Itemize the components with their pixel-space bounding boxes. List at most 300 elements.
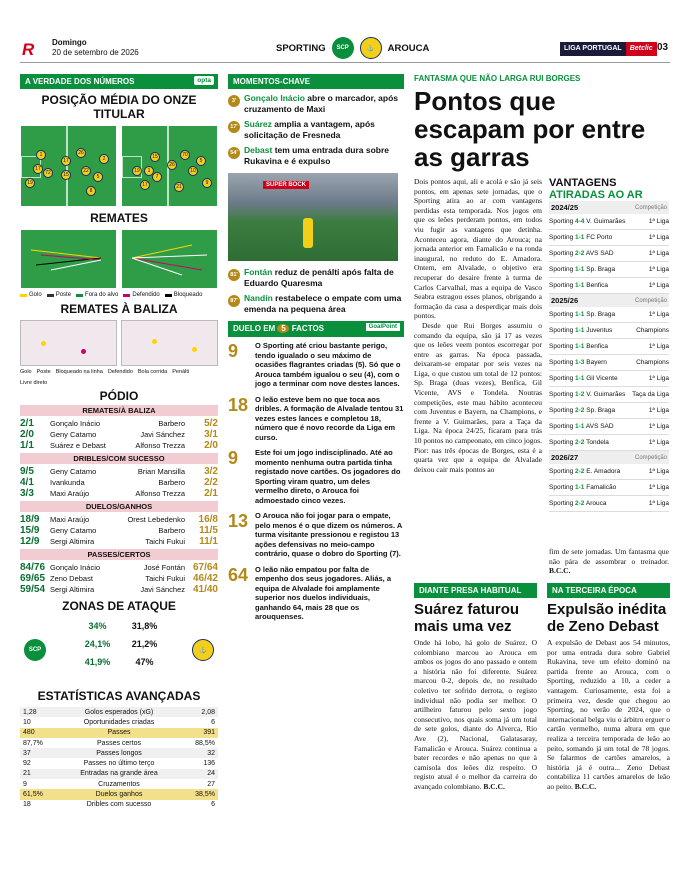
stat-value: 2,08 bbox=[201, 708, 215, 716]
signature: B.C.C. bbox=[574, 781, 597, 791]
player-dot: 70 bbox=[180, 150, 190, 160]
podium-player-away: Javi Sánchez bbox=[140, 430, 185, 439]
duel-band bbox=[228, 321, 404, 337]
stat-value: 10 bbox=[23, 718, 31, 726]
vantagem-match bbox=[549, 423, 649, 430]
shots-pitches bbox=[20, 229, 218, 289]
legend-label: Livre direto bbox=[20, 380, 48, 386]
podium-player-home: Sergi Altimira bbox=[50, 537, 95, 546]
stat-value: 61,5% bbox=[23, 791, 43, 799]
legend-swatch bbox=[123, 294, 130, 297]
vantagem-row bbox=[549, 355, 669, 371]
podium-player-home: Ivankunda bbox=[50, 478, 85, 487]
moment-description: tem uma entrada dura sobre Rukavina e é expulso bbox=[244, 145, 390, 166]
score: 1-1 bbox=[575, 266, 585, 273]
moment-minute: 17' bbox=[228, 121, 240, 133]
away-team: FC Porto bbox=[586, 234, 613, 241]
podium-row bbox=[20, 584, 218, 595]
podium-player-home: Gonçalo Inácio bbox=[50, 563, 101, 572]
home-team: Sporting bbox=[549, 234, 574, 241]
score: 1-1 bbox=[575, 423, 585, 430]
fact-text: O leão esteve bem no que toca aos dribles. A formação de Alvalade tentou 31 vezes estes lances e completou 18, número que é novo recorde da Liga em curso. bbox=[255, 394, 404, 442]
shot-line bbox=[132, 258, 182, 275]
stats-column bbox=[20, 74, 218, 849]
podium-row bbox=[20, 525, 218, 536]
season-header bbox=[549, 451, 669, 464]
competition: 1ª Liga bbox=[648, 423, 669, 430]
shot-line bbox=[41, 255, 101, 260]
attack-zones bbox=[20, 617, 218, 685]
away-team: AVS SAD bbox=[585, 423, 614, 430]
home-team: Sporting bbox=[549, 282, 574, 289]
main-article bbox=[414, 177, 670, 577]
stat-value: 87,7% bbox=[23, 739, 43, 747]
legend-swatch bbox=[47, 294, 54, 297]
vantagem-match bbox=[549, 282, 649, 289]
podium-value-home: 18/9 bbox=[20, 514, 40, 525]
player-dot: 7 bbox=[152, 172, 162, 182]
legend-swatch bbox=[20, 294, 27, 297]
stats-row bbox=[20, 769, 218, 779]
moment-player: Nandín bbox=[244, 293, 273, 303]
podium-value-away: 2/0 bbox=[204, 440, 218, 451]
score: 2-2 bbox=[575, 468, 585, 475]
podium-value-home: 12/9 bbox=[20, 536, 40, 547]
body-tail-text: fim de sete jornadas. Um fantasma que não pára de assombrar o treinador. bbox=[549, 547, 669, 566]
vantagem-match bbox=[549, 359, 636, 366]
podium-row bbox=[20, 488, 218, 499]
stat-label: Golos esperados (xG) bbox=[84, 708, 154, 716]
stat-value: 37 bbox=[23, 749, 31, 757]
moment-text bbox=[244, 93, 404, 115]
podium-value-away: 67/64 bbox=[192, 562, 218, 573]
podium-player-home: Zeno Debast bbox=[50, 574, 93, 583]
home-team: Sporting bbox=[549, 218, 574, 225]
moment-description: reduz de penálti após falta de Eduardo Quaresma bbox=[244, 267, 394, 288]
competition: 1ª Liga bbox=[648, 343, 669, 350]
key-moment bbox=[228, 119, 404, 141]
competition: 1ª Liga bbox=[648, 439, 669, 446]
stat-value: 1,28 bbox=[23, 708, 37, 716]
stat-value: 391 bbox=[203, 729, 215, 737]
legend-label: Golo bbox=[20, 369, 32, 375]
player-dot: 15 bbox=[150, 152, 160, 162]
legend-label: Bola corrida bbox=[137, 369, 168, 375]
stat-value: 32 bbox=[207, 749, 215, 757]
away-team: AROUCA bbox=[387, 42, 430, 54]
stat-value: 18 bbox=[23, 801, 31, 809]
moment-minute: 81' bbox=[228, 269, 240, 281]
stat-value: 92 bbox=[23, 760, 31, 768]
legend-label: Bloqueado bbox=[173, 292, 203, 298]
podium-group-title: DRIBLES/COM SUCESSO bbox=[20, 453, 218, 464]
side-articles bbox=[414, 583, 670, 792]
podium-title: PÓDIO bbox=[99, 389, 139, 403]
fact-number: 64 bbox=[228, 564, 249, 585]
fact-item bbox=[228, 448, 404, 505]
podium-player-home: Geny Catamo bbox=[50, 467, 97, 476]
shot-marker bbox=[41, 341, 46, 346]
suarez-kicker: DIANTE PRESA HABITUAL bbox=[414, 583, 537, 598]
legend-label: Fora do alvo bbox=[85, 292, 119, 298]
stat-value: 6 bbox=[211, 718, 215, 726]
stat-value: 480 bbox=[23, 729, 35, 737]
player-dot: 5 bbox=[196, 156, 206, 166]
shot-line bbox=[132, 258, 202, 270]
stats-row bbox=[20, 728, 218, 738]
competition-label: Competição bbox=[634, 204, 667, 211]
legend-item bbox=[165, 292, 203, 298]
moments-band: MOMENTOS-CHAVE bbox=[228, 74, 404, 89]
moments-column bbox=[228, 74, 404, 849]
podium-group-title: PASSES/CERTOS bbox=[20, 549, 218, 560]
podium-row bbox=[20, 573, 218, 584]
key-moment bbox=[228, 267, 404, 289]
legend-label: Bloqueado na linha bbox=[55, 369, 103, 375]
goal-frames bbox=[20, 320, 218, 366]
legend-swatch bbox=[165, 294, 172, 297]
match-photo bbox=[228, 173, 398, 261]
duel-number: 5 bbox=[277, 324, 289, 333]
podium-player-away: Alfonso Trezza bbox=[135, 441, 185, 450]
podium-row bbox=[20, 514, 218, 525]
podium-value-home: 2/1 bbox=[20, 418, 34, 429]
vantagem-row bbox=[549, 371, 669, 387]
moment-player: Gonçalo Inácio bbox=[244, 93, 305, 103]
season-label: 2026/27 bbox=[551, 453, 579, 462]
score: 4-4 bbox=[575, 218, 585, 225]
podium-player-away: Taichi Fukui bbox=[145, 537, 185, 546]
competition: 1ª Liga bbox=[648, 375, 669, 382]
player-dot: 72 bbox=[43, 168, 53, 178]
competition: Taça da Liga bbox=[632, 391, 669, 398]
scp-shots-map bbox=[20, 229, 117, 289]
competition: 1ª Liga bbox=[648, 218, 669, 225]
moment-text bbox=[244, 293, 404, 315]
vantagem-row bbox=[549, 435, 669, 451]
player-dot: 15 bbox=[61, 170, 71, 180]
home-team: Sporting bbox=[549, 343, 574, 350]
player-dot: 19 bbox=[25, 178, 35, 188]
away-team: Juventus bbox=[586, 327, 613, 334]
away-team: Sp. Braga bbox=[586, 266, 616, 273]
competition: 1ª Liga bbox=[648, 234, 669, 241]
vantagem-match bbox=[549, 484, 649, 491]
home-team: Sporting bbox=[549, 327, 574, 334]
score: 2-2 bbox=[575, 250, 585, 257]
body-paragraph: Dois pontos aqui, ali e acolá e são já seis pontos, em apenas sete jornadas, que o Sporting atira ao ar com vantagens perdidas esta temporada. Nos jogos em que os leões perderam pontos, em todos viu fugir as vantagens que detinha. Aconteceu agora, diante do Arouca; na jornada anterior em Famalicão e na ronda inaugural, no reduto do E. Amadora. Ontem, em Alvalade, o objetivo era recuperar do desaire frente à turma de Carlos Carvalhal, mas a equipa de Vasco Seabra estragou esses planos, obrigando a formação da casa a desperdiçar mais dois pontos. bbox=[414, 177, 542, 321]
aro-shots-map bbox=[121, 229, 218, 289]
podium-row bbox=[20, 466, 218, 477]
vantagem-row bbox=[549, 307, 669, 323]
podium-row bbox=[20, 562, 218, 573]
moment-minute: 3' bbox=[228, 95, 240, 107]
podium-player-away: Alfonso Trezza bbox=[135, 489, 185, 498]
competition: 1ª Liga bbox=[648, 266, 669, 273]
main-body bbox=[414, 177, 542, 474]
advanced-stats-table bbox=[20, 707, 218, 810]
suarez-headline: Suárez faturou mais uma vez bbox=[414, 601, 520, 635]
legend-label: Poste bbox=[36, 369, 51, 375]
away-team: AVS SAD bbox=[585, 250, 614, 257]
home-team: Sporting bbox=[549, 375, 574, 382]
vantagem-match bbox=[549, 407, 649, 414]
shot-marker bbox=[192, 347, 197, 352]
vantagens-title-1: VANTAGENS bbox=[549, 177, 617, 189]
suarez-article bbox=[414, 583, 537, 792]
vantagem-match bbox=[549, 343, 649, 350]
debast-kicker: NA TERCEIRA ÉPOCA bbox=[547, 583, 670, 598]
league-badge bbox=[560, 42, 657, 56]
vantagem-row bbox=[549, 278, 669, 294]
home-team: Sporting bbox=[549, 311, 574, 318]
page-header bbox=[0, 0, 690, 62]
moments-top bbox=[228, 93, 404, 167]
player-dot: 21 bbox=[174, 182, 184, 192]
moment-text bbox=[244, 145, 404, 167]
goal-legend bbox=[20, 369, 218, 386]
main-kicker: FANTASMA QUE NÃO LARGA RUI BORGES bbox=[414, 74, 581, 83]
vantagem-match bbox=[549, 250, 649, 257]
moment-text bbox=[244, 267, 404, 289]
debast-body-text: A expulsão de Debast aos 54 minutos, por uma entrada dura sobre Gabriel Rukavina, teve um efeito dominó na partida frente ao Arouca, com o Sporting, reduzido a 10, a ceder a vantagem. Curiosamente, esta foi a primeira vez, desde que chegou ao Sporting, no verão de 2024, que o internacional belga viu o árbitro erguer o cartão vermelho, numa altura em que realiza a terceira temporada de leão ao peito, somando já um total de 78 jogos. Se falarmos de cartões amarelos, a história já é outra... Zeno Debast contabiliza 11 cartões amarelos de leão ao peito. bbox=[547, 638, 670, 791]
shot-line bbox=[51, 260, 101, 270]
podium-row bbox=[20, 440, 218, 451]
stats-row bbox=[20, 707, 218, 717]
player-dot: 26 bbox=[76, 148, 86, 158]
photo-banner: SUPER BOCK bbox=[263, 181, 309, 189]
player-dot: 1 bbox=[36, 150, 46, 160]
season-header bbox=[549, 294, 669, 307]
legend-swatch bbox=[76, 294, 83, 297]
zone-value: 41,9% bbox=[84, 657, 111, 667]
podium-value-home: 2/0 bbox=[20, 429, 34, 440]
away-team: V. Guimarães bbox=[586, 218, 626, 225]
stat-label: Cruzamentos bbox=[98, 780, 140, 788]
stat-label: Passes certos bbox=[97, 739, 141, 747]
podium-player-away: Taichi Fukui bbox=[145, 574, 185, 583]
score: 1-1 bbox=[575, 343, 585, 350]
moment-description: restabelece o empate com uma emenda na pequena área bbox=[244, 293, 402, 314]
fact-number: 13 bbox=[228, 511, 249, 531]
aro-goal-frame bbox=[121, 320, 218, 366]
podium-value-home: 59/54 bbox=[20, 584, 46, 595]
legend-label: Defendido bbox=[132, 292, 160, 298]
stat-label: Passes no último terço bbox=[83, 760, 155, 768]
arouca-crest-icon: ⚓ bbox=[192, 639, 214, 661]
score: 1-3 bbox=[575, 359, 585, 366]
vantagem-row bbox=[549, 230, 669, 246]
fact-item bbox=[228, 565, 404, 622]
competition: 1ª Liga bbox=[648, 282, 669, 289]
podium-value-home: 69/65 bbox=[20, 573, 46, 584]
away-team: E. Amadora bbox=[586, 468, 621, 475]
halfway-line bbox=[66, 126, 68, 206]
stats-row bbox=[20, 789, 218, 799]
opta-logo: opta bbox=[194, 76, 214, 85]
podium-player-away: Brian Mansilla bbox=[137, 467, 185, 476]
main-headline: Pontos que escapam por entre as garras bbox=[414, 86, 646, 172]
zone-grid bbox=[76, 621, 166, 667]
competition: 1ª Liga bbox=[648, 250, 669, 257]
season-label: 2025/26 bbox=[551, 296, 579, 305]
moment-player: Suárez bbox=[244, 119, 272, 129]
scp-shot-lines bbox=[21, 230, 115, 288]
fact-number: 9 bbox=[228, 448, 239, 468]
moment-player: Fontán bbox=[244, 267, 273, 277]
away-team: Benfica bbox=[586, 343, 608, 350]
score: 1-1 bbox=[575, 234, 585, 241]
vantagem-row bbox=[549, 496, 669, 512]
score: 2-2 bbox=[575, 407, 585, 414]
podium-value-home: 9/5 bbox=[20, 466, 34, 477]
stat-value: 38,5% bbox=[195, 791, 215, 799]
stats-row bbox=[20, 738, 218, 748]
home-team: Sporting bbox=[549, 423, 574, 430]
legend-item bbox=[76, 292, 118, 298]
away-team: Sp. Braga bbox=[586, 407, 616, 414]
score: 1-1 bbox=[575, 484, 585, 491]
player-dot: 17 bbox=[140, 180, 150, 190]
home-team: Sporting bbox=[549, 500, 574, 507]
score: 1-1 bbox=[575, 282, 585, 289]
zone-value: 31,8% bbox=[131, 621, 158, 631]
zone-value: 34% bbox=[88, 621, 107, 631]
date-block bbox=[52, 38, 139, 58]
zone-value: 24,1% bbox=[84, 639, 111, 649]
league-name: LIGA PORTUGAL bbox=[560, 42, 626, 56]
score: 2-2 bbox=[575, 500, 585, 507]
podium-group-title: DUELOS/GANHOS bbox=[20, 501, 218, 512]
player-dot: 9 bbox=[202, 178, 212, 188]
fact-text: O leão não empatou por falta de empenho dos seus jogadores. Aliás, a equipa de Alvalade foi amplamente superior nos duelos individuais, ganhando 64, mais 28 que os arouquenses. bbox=[255, 564, 392, 621]
score: 1-1 bbox=[575, 311, 585, 318]
player-dot: 17 bbox=[61, 156, 71, 166]
competition: 1ª Liga bbox=[648, 407, 669, 414]
podium-player-away: José Fontán bbox=[143, 563, 185, 572]
debast-body bbox=[547, 638, 670, 792]
podium-row bbox=[20, 418, 218, 429]
shot-marker bbox=[152, 339, 157, 344]
duel-label: DUELO EM bbox=[233, 324, 276, 333]
away-team: V. Guimarães bbox=[586, 391, 626, 398]
away-team: Famalicão bbox=[586, 484, 617, 491]
vantagem-match bbox=[549, 311, 649, 318]
home-team: Sporting bbox=[549, 266, 574, 273]
podium-row bbox=[20, 429, 218, 440]
podium-player-away: Barbero bbox=[158, 419, 185, 428]
stats-row bbox=[20, 758, 218, 768]
suarez-body bbox=[414, 638, 537, 792]
arouca-crest-icon: ⚓ bbox=[360, 37, 382, 59]
vantagens-title bbox=[549, 177, 669, 201]
podium-value-away: 3/1 bbox=[204, 429, 218, 440]
stat-label: Entradas na grande área bbox=[80, 770, 158, 778]
away-team: Sp. Braga bbox=[586, 311, 616, 318]
podium-value-away: 11/1 bbox=[199, 536, 218, 547]
competition-label: Competição bbox=[634, 454, 667, 461]
zone-value: 21,2% bbox=[131, 639, 158, 649]
podium-value-away: 2/2 bbox=[204, 477, 218, 488]
podium-player-home: Suárez e Debast bbox=[50, 441, 106, 450]
player-dot: 2 bbox=[99, 154, 109, 164]
stat-label: Oportunidades criadas bbox=[83, 718, 155, 726]
podium-player-home: Gonçalo Inácio bbox=[50, 419, 101, 428]
stat-label: Dribles com sucesso bbox=[86, 801, 152, 809]
player-dot: 26 bbox=[167, 160, 177, 170]
vantagem-row bbox=[549, 339, 669, 355]
target-shots-title: REMATES À BALIZA bbox=[60, 302, 178, 316]
moment-minute: 54' bbox=[228, 147, 240, 159]
scp-pitch bbox=[20, 125, 117, 207]
home-team: Sporting bbox=[549, 439, 574, 446]
fact-text: O Arouca não foi jogar para o empate, pelo menos é o que dizem os números. A turma visitante pressionou e registou 13 ações defensivas no meio-campo contrário, quase o dobro do Sporting (7). bbox=[255, 511, 402, 558]
legend-label: Penálti bbox=[172, 369, 190, 375]
match-title bbox=[276, 37, 429, 59]
vantagem-row bbox=[549, 464, 669, 480]
podium-value-home: 84/76 bbox=[20, 562, 46, 573]
stats-row bbox=[20, 748, 218, 758]
competition: 1ª Liga bbox=[648, 500, 669, 507]
player-dot: 10 bbox=[188, 166, 198, 176]
sponsor-name: Betclic bbox=[626, 42, 657, 56]
podium-player-home: Geny Catamo bbox=[50, 526, 97, 535]
fact-item bbox=[228, 511, 404, 559]
moments-bottom bbox=[228, 267, 404, 315]
legend-label: Defendido bbox=[107, 369, 133, 375]
duel-label-end: FACTOS bbox=[291, 324, 325, 333]
player-dot: 17 bbox=[33, 164, 43, 174]
stat-label: Passes bbox=[107, 729, 131, 737]
aro-shot-lines bbox=[122, 230, 216, 288]
goalpoint-logo: GoalPoint bbox=[366, 323, 400, 331]
podium-player-away: Barbero bbox=[158, 478, 185, 487]
shots-title: REMATES bbox=[90, 211, 148, 225]
podium-value-away: 2/1 bbox=[204, 488, 218, 499]
body-tail bbox=[549, 547, 669, 576]
podium-row bbox=[20, 536, 218, 547]
podium-player-home: Maxi Araújo bbox=[50, 515, 90, 524]
competition: Champions bbox=[636, 359, 669, 366]
position-title: POSIÇÃO MÉDIA DO ONZE TITULAR bbox=[41, 93, 197, 121]
moment-minute: 87' bbox=[228, 295, 240, 307]
shot-marker bbox=[81, 349, 86, 354]
attack-zones-title: ZONAS DE ATAQUE bbox=[62, 599, 176, 613]
home-team: SPORTING bbox=[276, 42, 326, 54]
moment-description: abre o marcador, após cruzamento de Maxi bbox=[244, 93, 399, 114]
competition: Champions bbox=[636, 327, 669, 334]
podium-value-home: 15/9 bbox=[20, 525, 40, 536]
away-team: Bayern bbox=[586, 359, 607, 366]
player-dot: 8 bbox=[86, 186, 96, 196]
legend-item bbox=[123, 292, 159, 298]
position-pitches bbox=[20, 125, 218, 207]
vantagem-match bbox=[549, 266, 649, 273]
season-header bbox=[549, 201, 669, 214]
away-team: Gil Vicente bbox=[586, 375, 618, 382]
signature: B.C.C. bbox=[483, 781, 505, 791]
home-team: Sporting bbox=[549, 468, 574, 475]
vantagem-match bbox=[549, 218, 649, 225]
fact-number: 18 bbox=[228, 394, 249, 415]
stat-value: 21 bbox=[23, 770, 31, 778]
season-label: 2024/25 bbox=[551, 203, 579, 212]
vantagem-match bbox=[549, 327, 636, 334]
sporting-crest-icon: SCP bbox=[332, 37, 354, 59]
key-moment bbox=[228, 145, 404, 167]
stat-label: Duelos ganhos bbox=[95, 791, 143, 799]
home-team: Sporting bbox=[549, 407, 574, 414]
